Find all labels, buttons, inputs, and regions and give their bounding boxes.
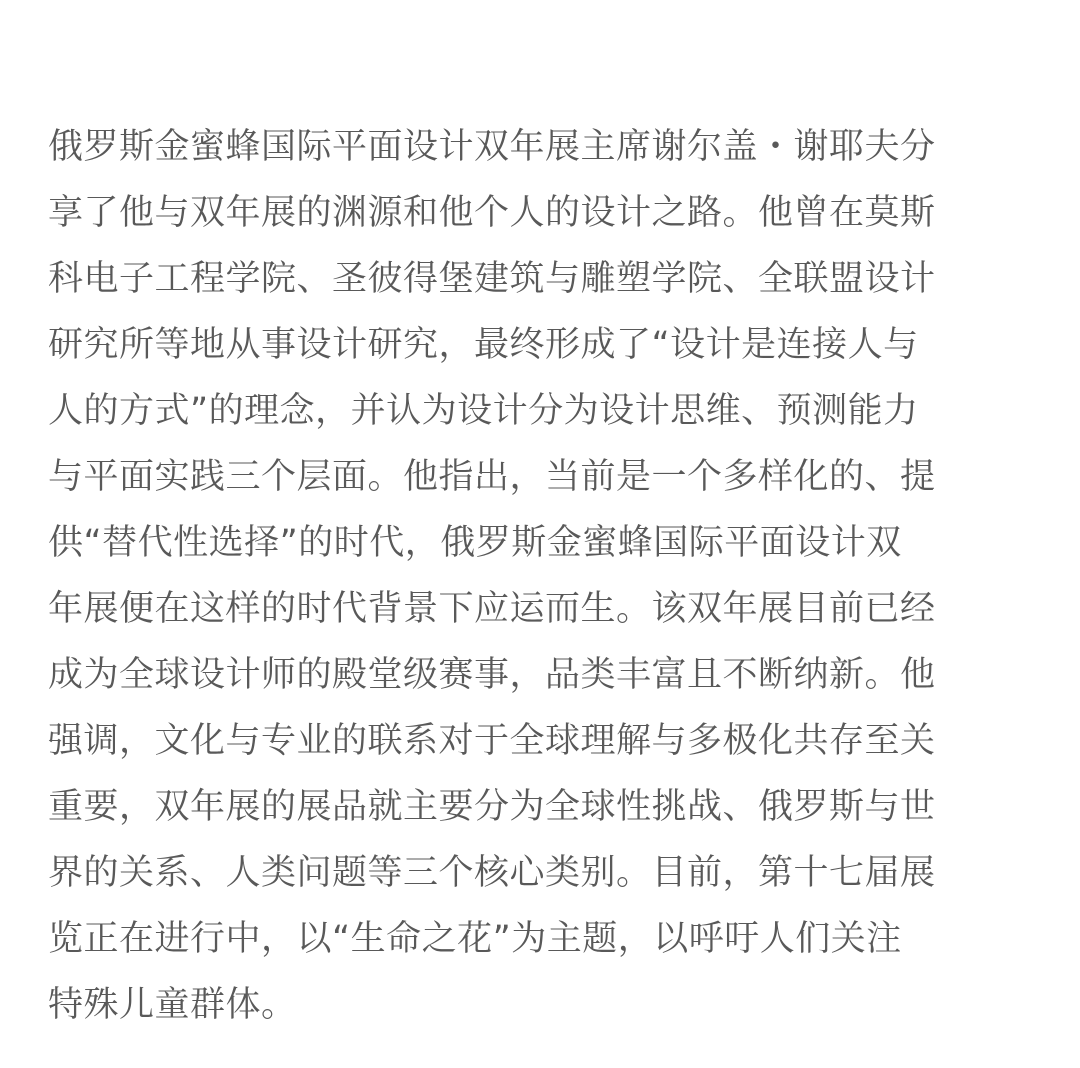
- paragraph-line-8: 年展便在这样的时代背景下应运而生。该双年展目前已经: [48, 589, 936, 629]
- paragraph-line-4: 研究所等地从事设计研究，最终形成了“设计是连接人与: [48, 325, 919, 365]
- paragraph-line-1: 俄罗斯金蜜蜂国际平面设计双年展主席谢尔盖・谢耶夫分: [48, 127, 936, 167]
- article-paragraph: [48, 114, 1038, 1038]
- paragraph-line-10: 强调，文化与专业的联系对于全球理解与多极化共存至关: [48, 721, 936, 761]
- paragraph-line-5: 人的方式”的理念，并认为设计分为设计思维、预测能力: [48, 391, 919, 431]
- paragraph-line-11: 重要，双年展的展品就主要分为全球性挑战、俄罗斯与世: [48, 787, 936, 827]
- paragraph-line-12: 界的关系、人类问题等三个核心类别。目前，第十七届展: [48, 853, 936, 893]
- paragraph-line-3: 科电子工程学院、圣彼得堡建筑与雕塑学院、全联盟设计: [48, 259, 936, 299]
- paragraph-line-9: 成为全球设计师的殿堂级赛事，品类丰富且不断纳新。他: [48, 655, 936, 695]
- paragraph-line-14: 特殊儿童群体。: [48, 985, 297, 1025]
- paragraph-line-13: 览正在进行中，以“生命之花”为主题，以呼吁人们关注: [48, 919, 902, 959]
- paragraph-line-6: 与平面实践三个层面。他指出，当前是一个多样化的、提: [48, 457, 936, 497]
- paragraph-line-7: 供“替代性选择”的时代，俄罗斯金蜜蜂国际平面设计双: [48, 523, 902, 563]
- paragraph-line-2: 享了他与双年展的渊源和他个人的设计之路。他曾在莫斯: [48, 193, 936, 233]
